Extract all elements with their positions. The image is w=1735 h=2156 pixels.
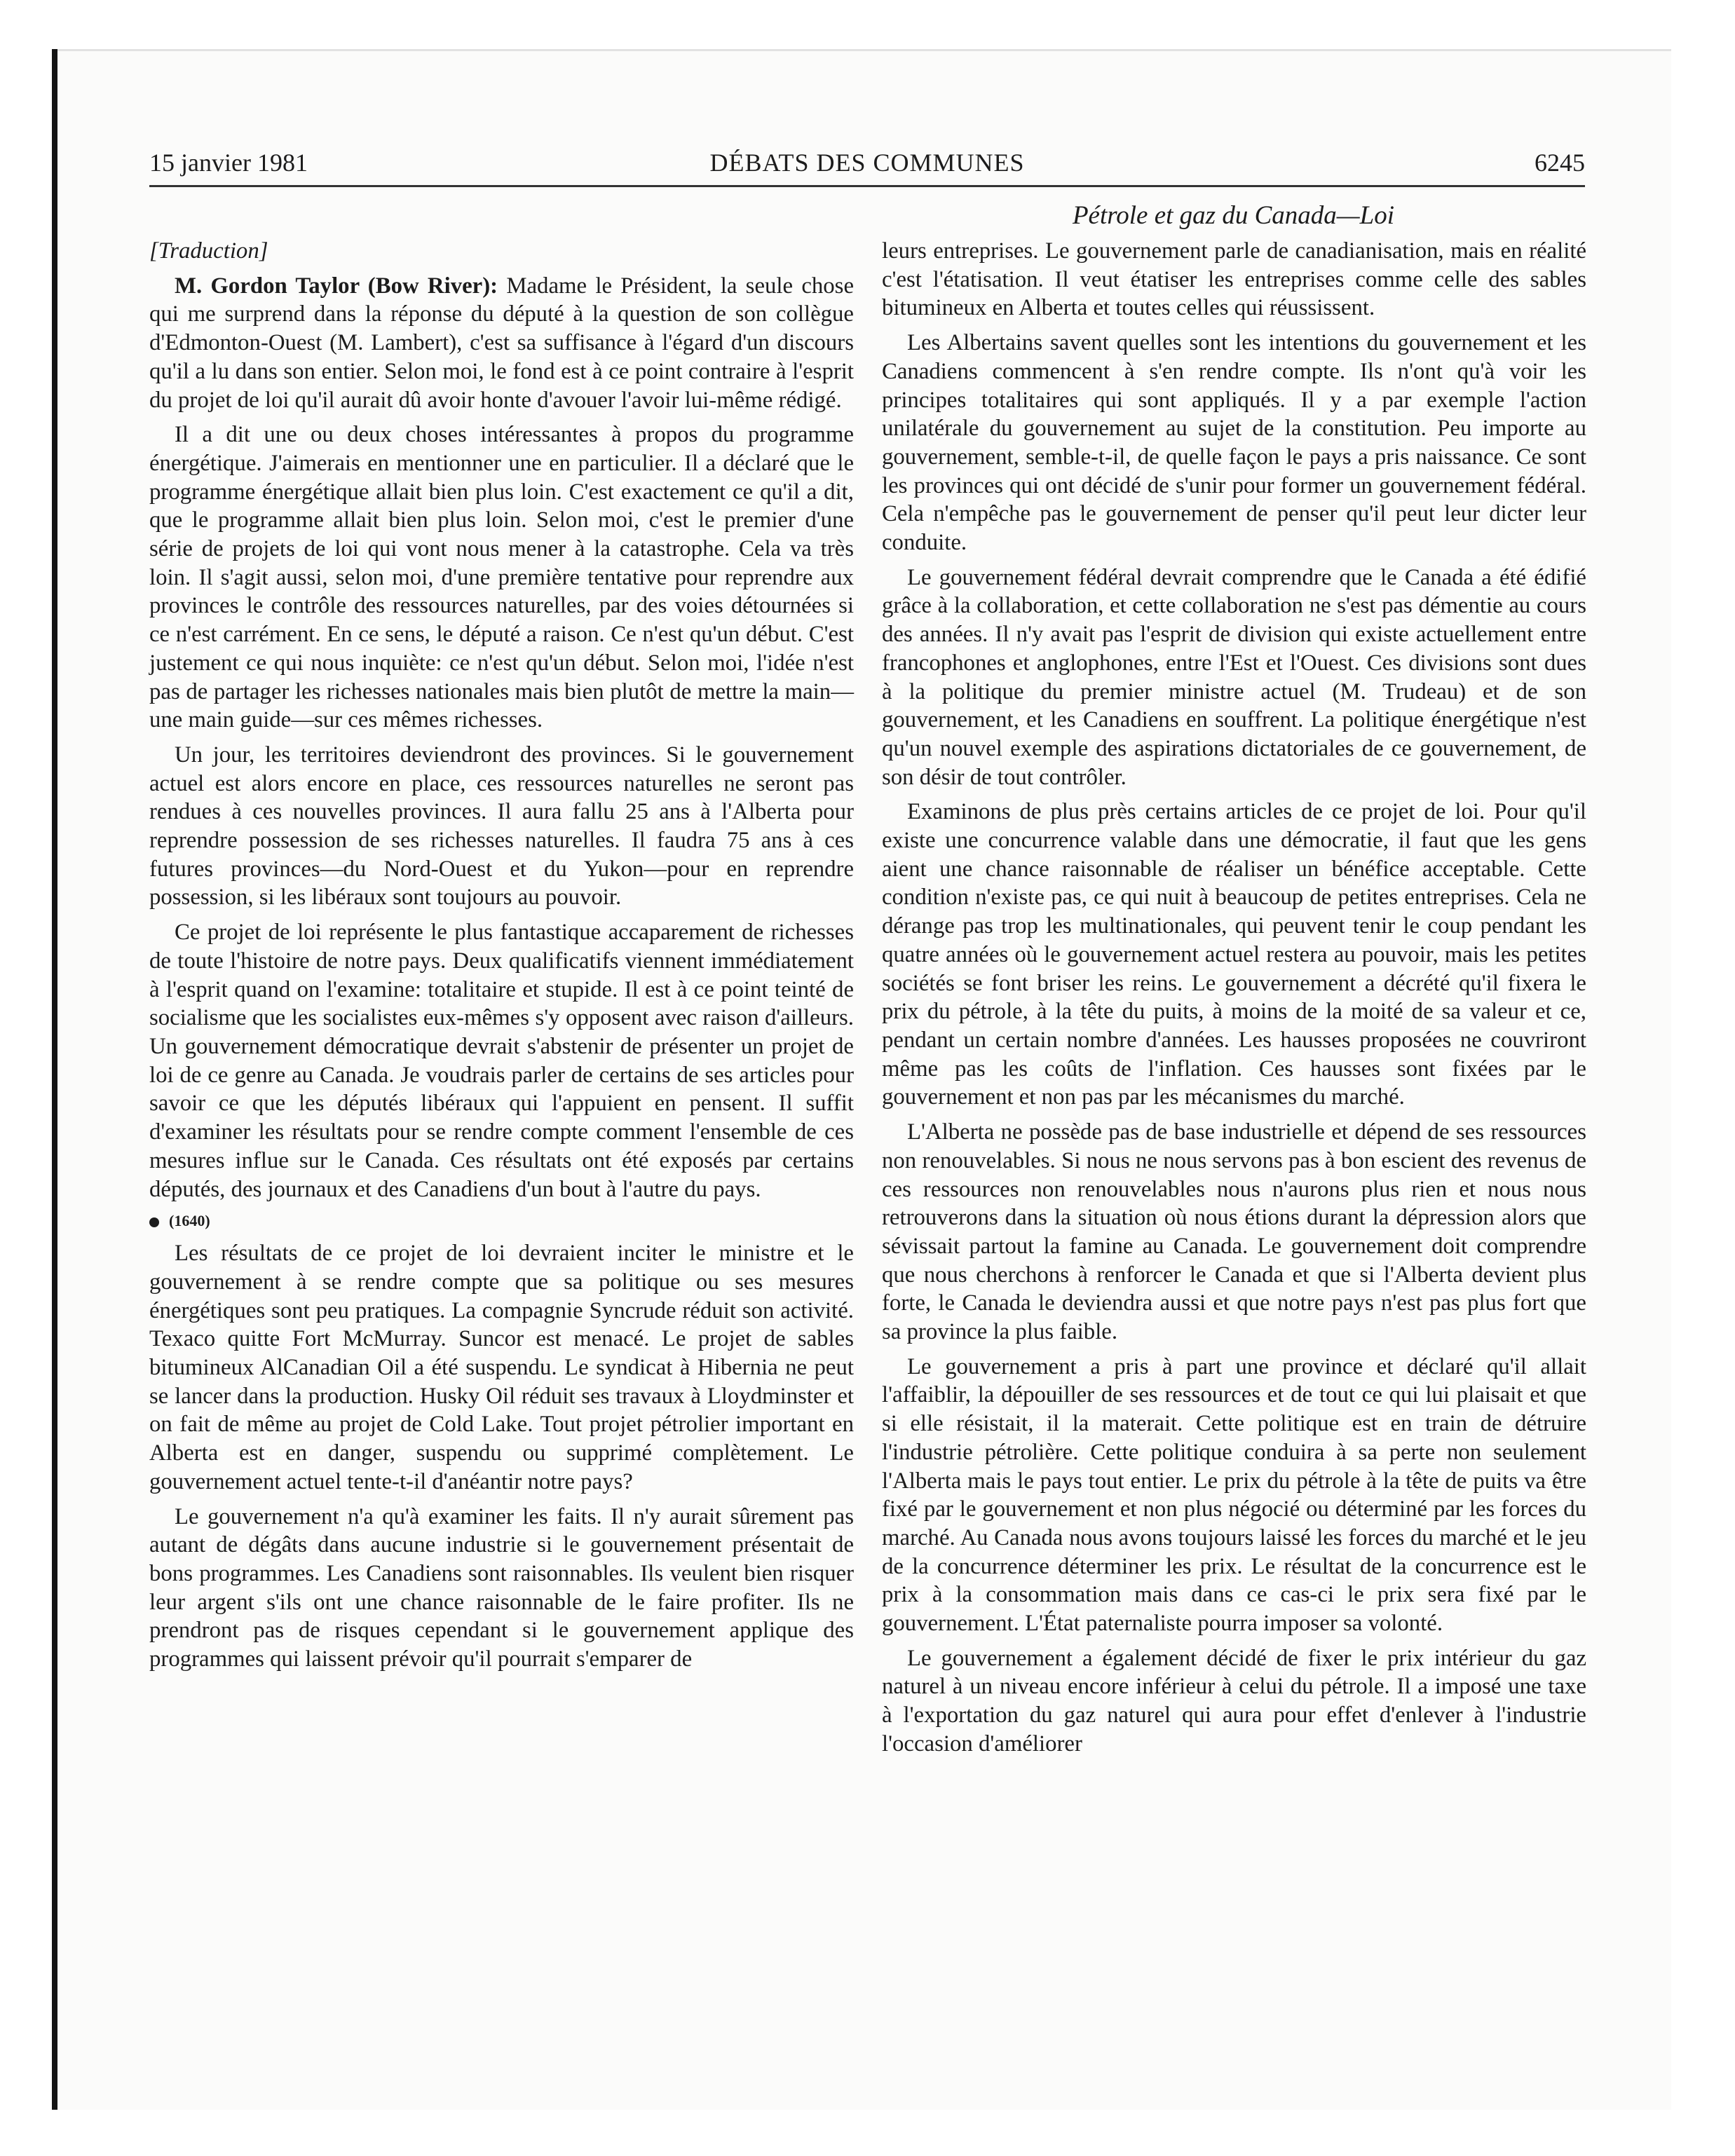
left-column: [149, 237, 854, 1674]
page-number: 6245: [1535, 149, 1585, 177]
paragraph-text: Madame le Président, la seule chose qui me surprend dans la réponse du député à la question de son collègue d'Edmonton-Ouest (M. Lambert), c'est sa suffisance à l'égard d'un discours qu'il a lu dans son entier. Selon moi, le fond est à ce point contraire à l'esprit du projet de loi qu'il aurait dû avoir honte d'avouer l'avoir lui-même rédigé.: [149, 273, 854, 413]
speaker-name: M. Gordon Taylor (Bow River):: [175, 273, 498, 299]
translation-note: [Traduction]: [149, 238, 268, 264]
paragraph: Ce projet de loi représente le plus fantastique accaparement de richesses de toute l'histoire de notre pays. Deux qualificatifs viennent immédiatement à l'esprit quand on l'examine: totalitaire et stupide. Il est à ce point teinté de socialisme que les socialistes eux-mêmes s'y opposent avec raison d'ailleurs. Un gouvernement démocratique devrait s'abstenir de présenter un projet de loi de ce genre au Canada. Je voudrais parler de certains de ses articles pour savoir ce que les députés libéraux qui l'appuient en pensent. Il suffit d'examiner les résultats pour se rendre compte comment l'ensemble de ces mesures influe sur le Canada. Ces résultats ont été exposés par certains députés, des journaux et des Canadiens d'un bout à l'autre du pays.: [149, 920, 854, 1202]
paragraph: [149, 272, 854, 415]
page-header: [149, 144, 1585, 187]
time-marker-text: (1640): [169, 1212, 210, 1230]
paragraph: Examinons de plus près certains articles de ce projet de loi. Pour qu'il existe une concurrence valable dans une démocratie, il faut que les gens aient une chance raisonnable de réaliser un bénéfice acceptable. Cette condition n'existe pas, ce qui nuit à beaucoup de petites entreprises. Cela ne dérange pas trop les multinationales, qui peuvent tenir le coup pendant les quatre années où le gouvernement actuel restera au pouvoir, mais les petites sociétés se font briser les reins. Le gouvernement a décrété qu'il fixera le prix du pétrole, à la tête du puits, à moins de la moité de sa valeur et ce, pendant un certain nombre d'années. Les hausses proposées ne couvriront même pas les coûts de l'inflation. Ces hausses sont fixées par le gouvernement et non pas par les mécanismes du marché.: [882, 799, 1586, 1110]
paragraph: Le gouvernement a pris à part une province et déclaré qu'il allait l'affaiblir, la dépouiller de ses ressources et de tout ce qui lui plaisait et que si elle résistait, il la materait. Cette politique est en train de détruire l'industrie pétrolière. Cette politique conduira à sa perte non seulement l'Alberta mais le pays tout entier. Le prix du pétrole à la tête de puits va être fixé par le gouvernement et non plus négocié ou déterminé par les forces du marché. Au Canada nous avons toujours laissé les forces du marché et le jeu de la concurrence déterminer les prix. Le résultat de la concurrence est le prix à la consommation mais dans ce cas-ci le prix sera fixé par le gouvernement. L'État paternaliste pourra imposer sa volonté.: [882, 1353, 1586, 1637]
header-title: DÉBATS DES COMMUNES: [709, 149, 1025, 177]
paragraph: L'Alberta ne possède pas de base industrielle et dépend de ses ressources non renouvelables. Si nous ne nous servons pas à bon escient des revenus de ces ressources non renouvelables nous n'aurons plus rien et nous nous retrouverons dans la situation où nous étions durant la dépression alors que sévissait partout la famine au Canada. Le gouvernement doit comprendre que nous cherchons à renforcer le Canada et que si l'Alberta devient plus forte, le Canada le deviendra aussi et que notre pays n'est pas plus fort que sa province la plus faible.: [882, 1119, 1586, 1345]
header-date: 15 janvier 1981: [149, 149, 308, 177]
paragraph: leurs entreprises. Le gouvernement parle de canadianisation, mais en réalité c'est l'étatisation. Il veut étatiser les entreprises comme celle des sables bitumineux en Alberta et toutes celles qui réussissent.: [882, 238, 1586, 321]
scan-border-left: [52, 49, 57, 2110]
paragraph: Le gouvernement n'a qu'à examiner les faits. Il n'y aurait sûrement pas autant de dégâts dans aucune industrie si le gouvernement présentait de bons programmes. Les Canadiens sont raisonnables. Ils veulent bien risquer leur argent s'ils ont une chance raisonnable de le faire profiter. Ils ne prendront pas de risques cependant si le gouvernement applique des programmes qui laissent prévoir qu'il pourrait s'emparer de: [149, 1503, 854, 1672]
time-marker: [149, 1209, 854, 1233]
paragraph: Le gouvernement a également décidé de fixer le prix intérieur du gaz naturel à un niveau encore inférieur à celui du pétrole. Il a imposé une taxe à l'exportation du gaz naturel qui aura pour effet d'enlever à l'industrie l'occasion d'améliorer: [882, 1645, 1586, 1756]
right-column: [882, 237, 1586, 1759]
bullet-icon: [149, 1217, 159, 1227]
paragraph: Le gouvernement fédéral devrait comprendre que le Canada a été édifié grâce à la collaboration, et cette collaboration ne s'est pas démentie au cours des années. Il n'y avait pas l'esprit de division qui existe actuellement entre francophones et anglophones, entre l'Est et l'Ouest. Ces divisions sont dues à la politique du premier ministre actuel (M. Trudeau) et de son gouvernement, et les Canadiens en souffrent. La politique énergétique n'est qu'un nouvel exemple des aspirations dictatoriales de ce gouvernement, de son désir de tout contrôler.: [882, 564, 1586, 790]
paragraph: Il a dit une ou deux choses intéressantes à propos du programme énergétique. J'aimerais en mentionner une en particulier. Il a déclaré que le programme énergétique allait bien plus loin. C'est exactement ce qu'il a dit, que le programme allait bien plus loin. Selon moi, c'est le premier d'une série de projets de loi qui vont nous mener à la catastrophe. Cela va très loin. Il s'agit aussi, selon moi, d'une première tentative pour reprendre aux provinces le contrôle des ressources naturelles, par des voies détournées si ce n'est carrément. En ce sens, le député a raison. Ce n'est qu'un début. C'est justement ce qui nous inquiète: ce n'est qu'un début. Selon moi, l'idée n'est pas de partager les richesses nationales mais bien plutôt de mettre la main—une main guide—sur ces mêmes richesses.: [149, 422, 854, 733]
paragraph: Les Albertains savent quelles sont les intentions du gouvernement et les Canadiens commencent à s'en rendre compte. Ils n'ont qu'à voir les principes totalitaires qui sont appliqués. Il y a par exemple l'action unilatérale du gouvernement au sujet de la constitution. Peu importe au gouvernement, semble-t-il, de quelle façon le pays a pris naissance. Ce sont les provinces qui ont décidé de s'unir pour former un gouvernement fédéral. Cela n'empêche pas le gouvernement de penser qu'il peut leur dicter leur conduite.: [882, 330, 1586, 556]
section-subheading: Pétrole et gaz du Canada—Loi: [1072, 201, 1395, 230]
paragraph: Un jour, les territoires deviendront des provinces. Si le gouvernement actuel est alors encore en place, ces ressources naturelles ne seront pas rendues à ces nouvelles provinces. Il aura fallu 25 ans à l'Alberta pour reprendre possession de ses richesses naturelles. Il faudra 75 ans à ces futures provinces—du Nord-Ouest et du Yukon—pour en reprendre possession, si les libéraux sont toujours au pouvoir.: [149, 742, 854, 910]
paragraph: Les résultats de ce projet de loi devraient inciter le ministre et le gouvernement à se rendre compte que sa politique ou ses mesures énergétiques sont peu pratiques. La compagnie Syncrude réduit son activité. Texaco quitte Fort McMurray. Suncor est menacé. Le projet de sables bitumineux AlCanadian Oil a été suspendu. Le syndicat à Hibernia ne peut se lancer dans la production. Husky Oil réduit ses travaux à Lloydminster et on fait de même au projet de Cold Lake. Tout projet pétrolier important en Alberta est en danger, suspendu ou supprimé complètement. Le gouvernement actuel tente-t-il d'anéantir notre pays?: [149, 1241, 854, 1494]
